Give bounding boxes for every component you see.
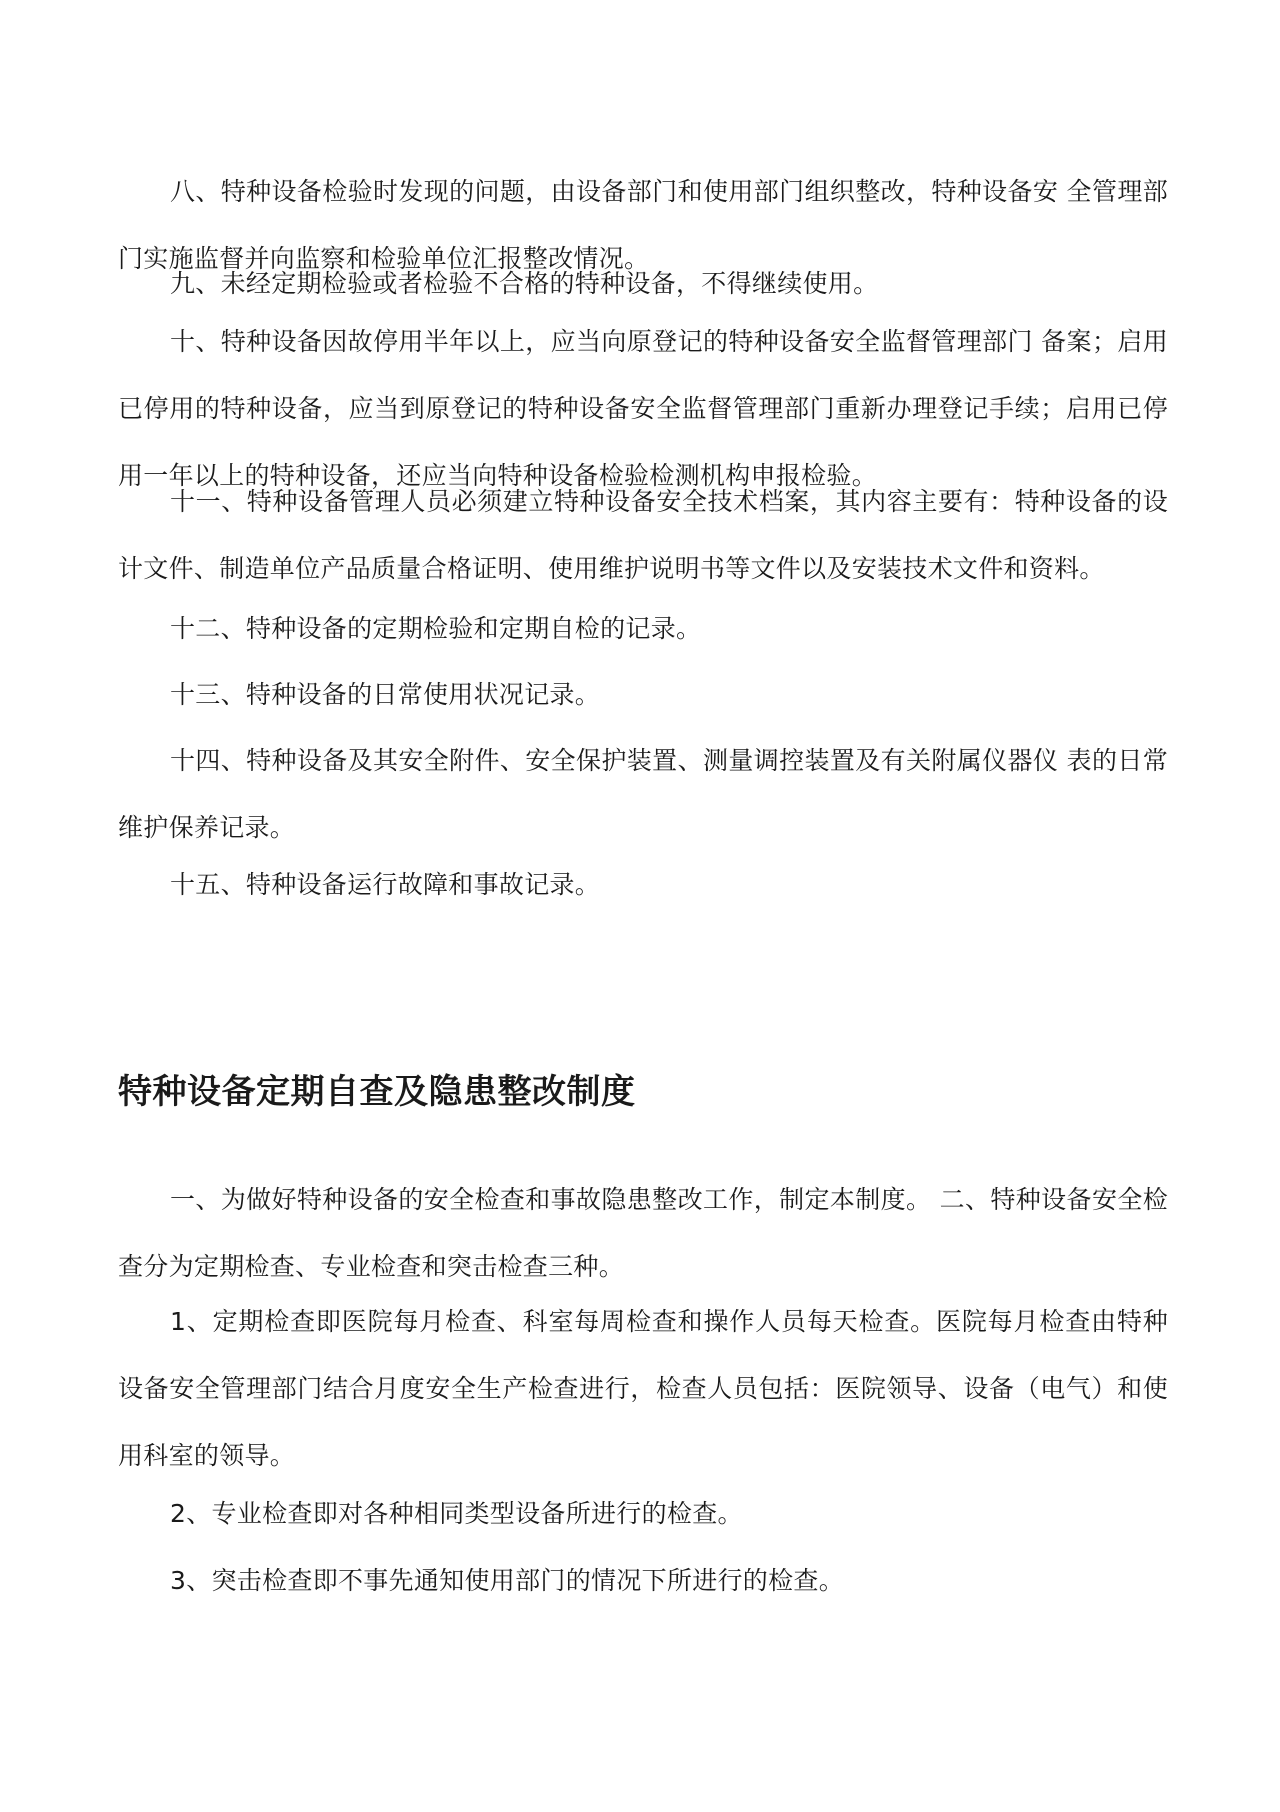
paragraph-9: 九、未经定期检验或者检验不合格的特种设备，不得继续使用。 bbox=[170, 269, 879, 298]
paragraph-check-1: 1、定期检查即医院每月检查、科室每周检查和操作人员每天检查。医院每月检查由特种设备安全管理部门结合月度安全生产检查进行，检查人员包括：医院领导、设备（电气）和使用科室的领导。 bbox=[118, 1307, 1168, 1470]
paragraph-14: 十四、特种设备及其安全附件、安全保护装置、测量调控装置及有关附属仪器仪 表的日常维护保养记录。 bbox=[118, 746, 1168, 842]
paragraph-13: 十三、特种设备的日常使用状况记录。 bbox=[170, 680, 601, 709]
paragraph-check-2: 2、专业检查即对各种相同类型设备所进行的检查。 bbox=[170, 1499, 743, 1528]
paragraph-10: 十、特种设备因故停用半年以上，应当向原登记的特种设备安全监督管理部门 备案；启用已停用的特种设备，应当到原登记的特种设备安全监督管理部门重新办理登记手续；启用已停用一年以上的特种设备，还应当向特种设备检验检测机构申报检验。 bbox=[118, 327, 1168, 490]
paragraph-one-two: 一、为做好特种设备的安全检查和事故隐患整改工作，制定本制度。 二、特种设备安全检查分为定期检查、专业检查和突击检查三种。 bbox=[118, 1185, 1168, 1281]
section-title: 特种设备定期自查及隐患整改制度 bbox=[118, 1072, 636, 1112]
paragraph-15: 十五、特种设备运行故障和事故记录。 bbox=[170, 870, 601, 899]
paragraph-12: 十二、特种设备的定期检验和定期自检的记录。 bbox=[170, 614, 702, 643]
paragraph-11: 十一、特种设备管理人员必须建立特种设备安全技术档案，其内容主要有：特种设备的设计文件、制造单位产品质量合格证明、使用维护说明书等文件以及安装技术文件和资料。 bbox=[118, 487, 1168, 583]
paragraph-check-3: 3、突击检查即不事先通知使用部门的情况下所进行的检查。 bbox=[170, 1566, 845, 1595]
paragraph-8: 八、特种设备检验时发现的问题，由设备部门和使用部门组织整改，特种设备安 全管理部门实施监督并向监察和检验单位汇报整改情况。 bbox=[118, 177, 1168, 273]
